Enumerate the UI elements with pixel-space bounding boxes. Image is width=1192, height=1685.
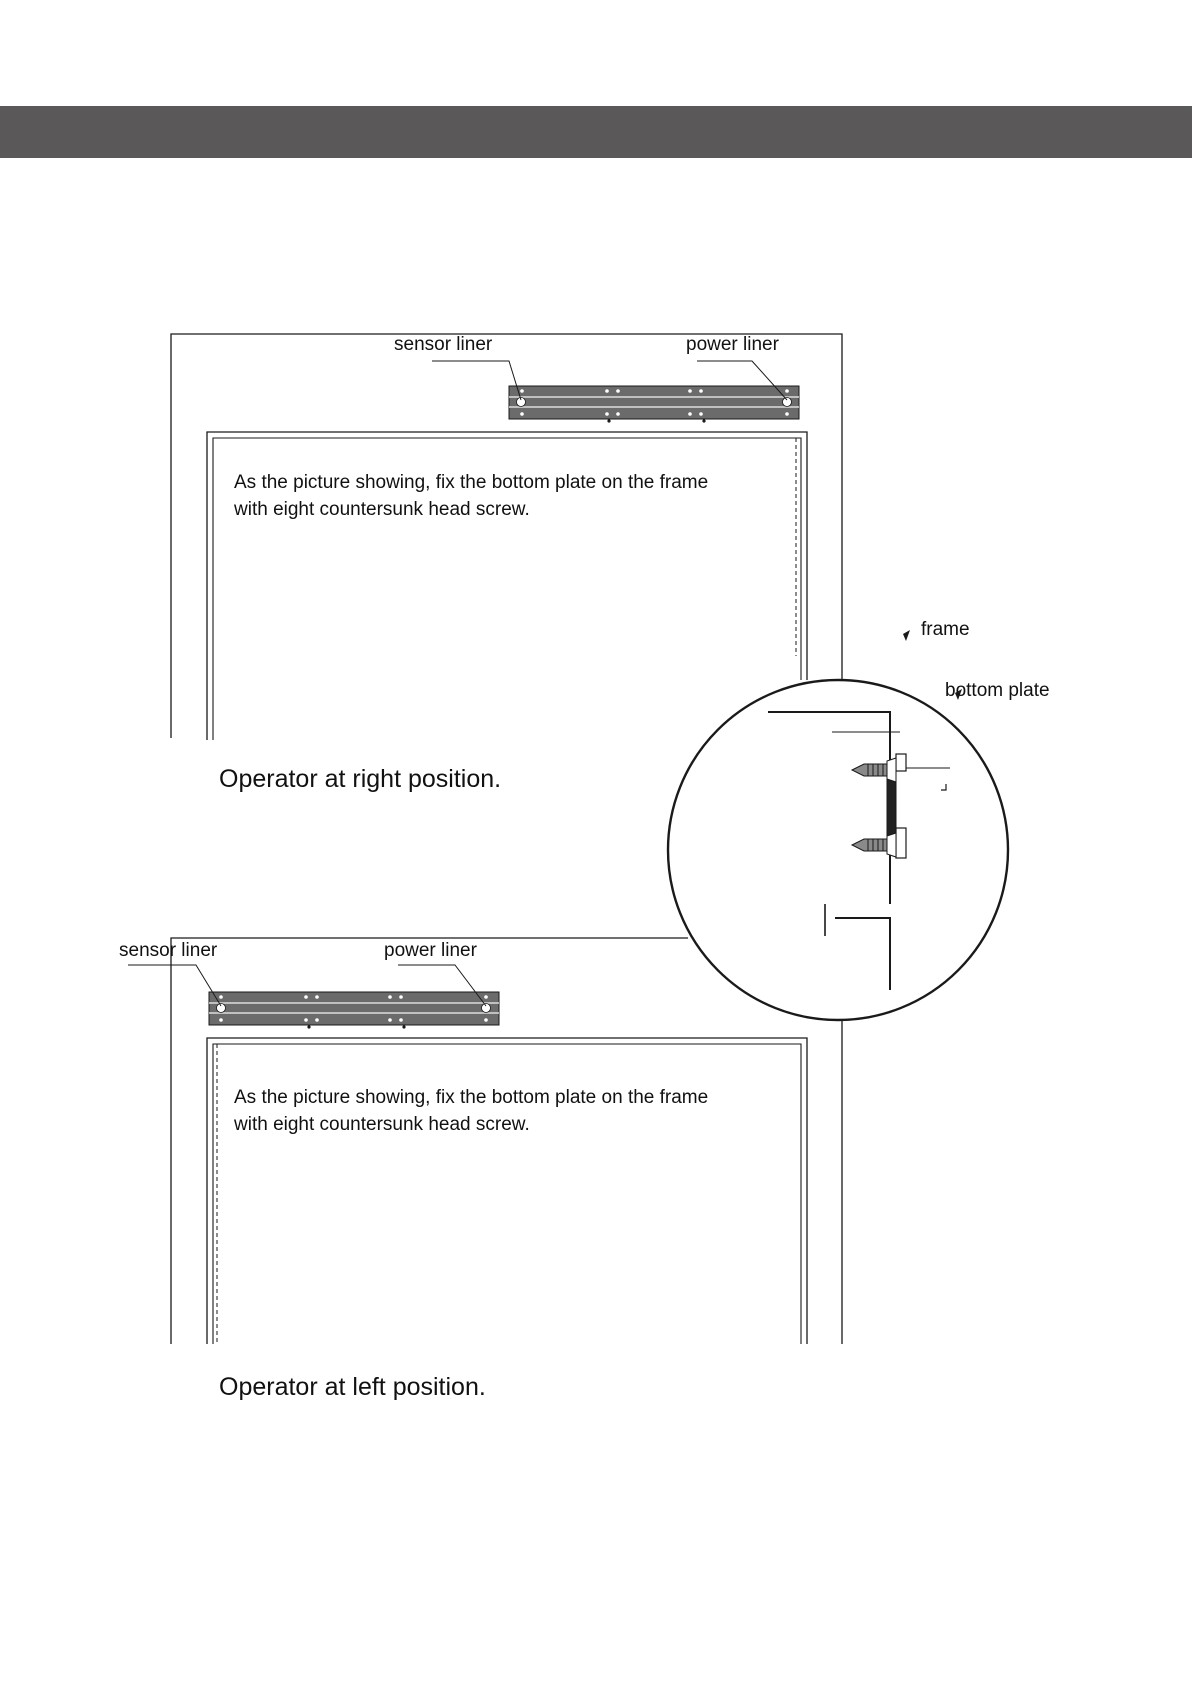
frame-label: frame	[921, 619, 970, 640]
bottom-plate-label: bottom plate	[945, 680, 1050, 701]
door-panel-outline	[207, 1038, 807, 1344]
detail-magnifier	[668, 680, 1008, 1020]
liner-bar	[509, 386, 799, 423]
instruction-line-1: As the picture showing, fix the bottom plate on the frame	[234, 1087, 709, 1108]
instruction-line-2: with eight countersunk head screw.	[234, 499, 530, 520]
instruction-line-2: with eight countersunk head screw.	[234, 1114, 530, 1135]
instruction-line-1: As the picture showing, fix the bottom plate on the frame	[234, 472, 709, 493]
power-liner-label: power liner	[384, 940, 477, 961]
caption-left-position: Operator at left position.	[219, 1373, 486, 1401]
sensor-liner-label: sensor liner	[394, 334, 493, 355]
power-liner-label: power liner	[686, 334, 779, 355]
caption-right-position: Operator at right position.	[219, 765, 502, 793]
left-position-diagram	[119, 938, 842, 1401]
liner-bar	[209, 992, 499, 1029]
sensor-leader-line	[128, 965, 221, 1006]
frame-pointer-icon	[903, 630, 910, 641]
sensor-leader-line	[432, 361, 521, 400]
sensor-liner-label: sensor liner	[119, 940, 218, 961]
